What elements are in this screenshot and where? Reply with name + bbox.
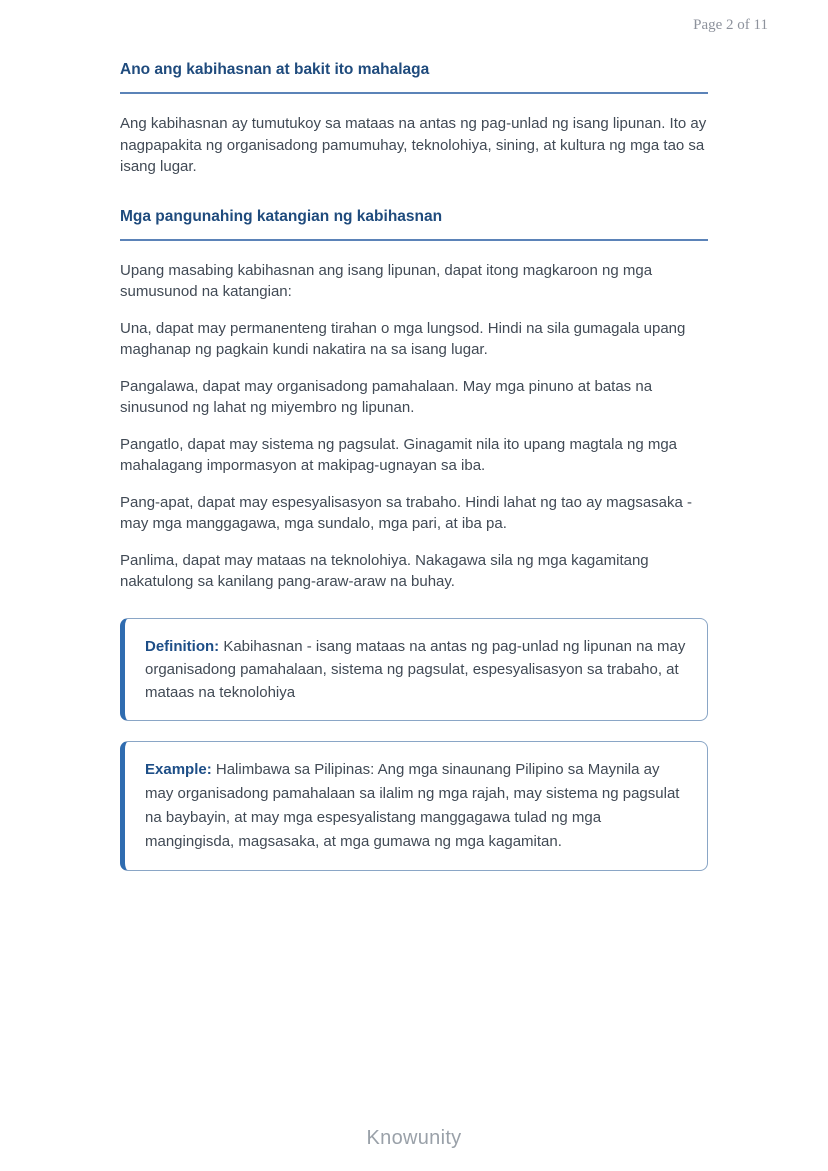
paragraph-second-characteristic: Pangalawa, dapat may organisadong pamahalaan. May mga pinuno at batas na sinusunod ng lahat ng miyembro ng lipunan.: [120, 377, 653, 416]
section-heading-what-is-kabihasnan: Ano ang kabihasnan at bakit ito mahalaga: [120, 60, 708, 94]
definition-callout: [120, 618, 708, 721]
page-indicator: Page 2 of 11: [693, 17, 768, 33]
paragraph-third-characteristic: Pangatlo, dapat may sistema ng pagsulat. Ginagamit nila ito upang magtala ng mga mahalagang impormasyon at makipag-ugnayan sa iba.: [120, 435, 678, 474]
paragraph-first-characteristic: Una, dapat may permanenteng tirahan o mga lungsod. Hindi na sila gumagala upang maghanap ng pagkain kundi nakatira na sa isang lugar.: [120, 319, 686, 358]
example-label: Example:: [145, 760, 212, 778]
definition-text: Kabihasnan - isang mataas na antas ng pag-unlad ng lipunan na may organisadong pamahalaan, sistema ng pagsulat, espesyalisasyon sa trabaho, at mataas na teknolohiya: [145, 637, 686, 701]
paragraph-characteristics-lead: Upang masabing kabihasnan ang isang lipunan, dapat itong magkaroon ng mga sumusunod na katangian:: [120, 261, 653, 300]
knowunity-logo: Knowunity: [366, 1127, 462, 1149]
definition-label: Definition:: [145, 637, 220, 655]
document-content: [120, 60, 708, 871]
example-callout: [120, 741, 708, 871]
paragraph-fifth-characteristic: Panlima, dapat may mataas na teknolohiya. Nakagawa sila ng mga kagamitang nakatulong sa kanilang pang-araw-araw na buhay.: [120, 551, 649, 590]
example-text: Halimbawa sa Pilipinas: Ang mga sinaunang Pilipino sa Maynila ay may organisadong pamahalaan sa ilalim ng mga rajah, may sistema ng pagsulat na baybayin, at may mga espesyalistang manggagawa tulad ng mga mangingisda, magsasaka, at mga gumawa ng mga kagamitan.: [145, 760, 680, 850]
paragraph-fourth-characteristic: Pang-apat, dapat may espesyalisasyon sa trabaho. Hindi lahat ng tao ay magsasaka - may mga manggagawa, mga sundalo, mga pari, at iba pa.: [120, 493, 693, 532]
section-heading-main-characteristics: Mga pangunahing katangian ng kabihasnan: [120, 207, 708, 241]
paragraph-intro: Ang kabihasnan ay tumutukoy sa mataas na antas ng pag-unlad ng isang lipunan. Ito ay nagpapakita ng organisadong pamumuhay, teknolohiya, sining, at kultura ng mga tao sa isang lugar.: [120, 115, 707, 175]
